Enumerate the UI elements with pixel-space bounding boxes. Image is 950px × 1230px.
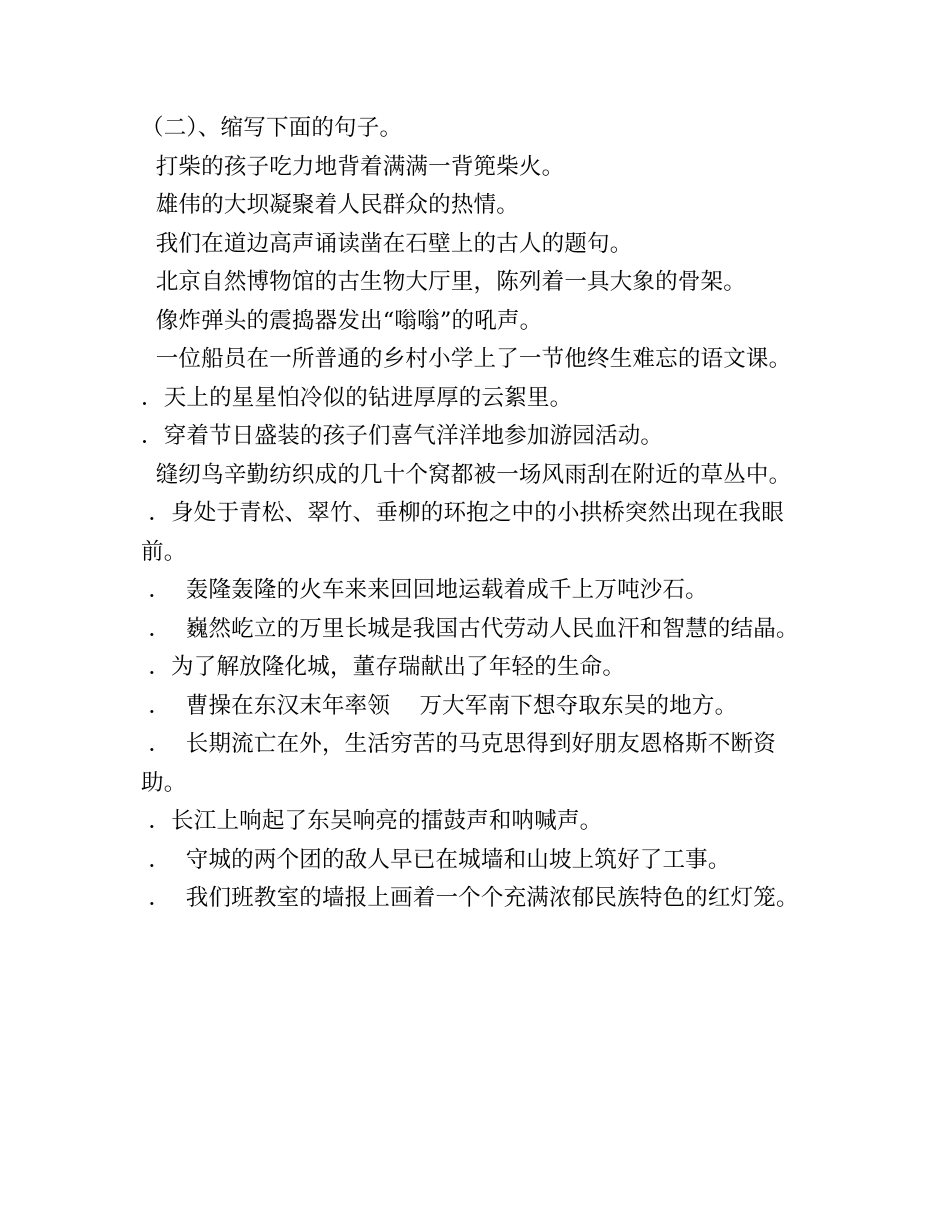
sentence-18: ． 我们班教室的墙报上画着一个个充满浓郁民族特色的红灯笼。 bbox=[141, 885, 799, 911]
sentence-14: ． 曹操在东汉末年率领 万大军南下想夺取东吴的地方。 bbox=[141, 692, 738, 719]
sentence-8: ．穿着节日盛装的孩子们喜气洋洋地参加游园活动。 bbox=[141, 423, 664, 449]
sentence-13: ．为了解放隆化城，董存瑞献出了年轻的生命。 bbox=[141, 654, 626, 680]
sentence-16: ．长江上响起了东吴响亮的擂鼓声和呐喊声。 bbox=[141, 808, 603, 834]
sentence-11: ． 轰隆轰隆的火车来来回回地运载着成千上万吨沙石。 bbox=[141, 577, 708, 603]
sentence-6: 一位船员在一所普通的乡村小学上了一节他终生难忘的语文课。 bbox=[141, 346, 792, 372]
exercise-content bbox=[141, 109, 816, 918]
sentence-7: ．天上的星星怕冷似的钻进厚厚的云絮里。 bbox=[141, 384, 573, 411]
sentence-4: 北京自然博物馆的古生物大厅里，陈列着一具大象的骨架。 bbox=[141, 269, 746, 295]
sentence-1: 打柴的孩子吃力地背着满满一背篼柴火。 bbox=[141, 153, 565, 180]
sentence-15: ． 长期流亡在外，生活穷苦的马克思得到好朋友恩格斯不断资助。 bbox=[141, 731, 776, 796]
sentence-17: ． 守城的两个团的敌人早已在城墙和山坡上筑好了工事。 bbox=[141, 846, 731, 873]
sentence-12: ． 巍然屹立的万里长城是我国古代劳动人民血汗和智慧的结晶。 bbox=[141, 615, 799, 642]
section-heading: （二）、缩写下面的句子。 bbox=[141, 115, 403, 141]
sentence-9: 缝纫鸟辛勤纺织成的几十个窝都被一场风雨刮在附近的草丛中。 bbox=[141, 461, 792, 488]
sentence-2: 雄伟的大坝凝聚着人民群众的热情。 bbox=[141, 192, 519, 218]
sentence-3: 我们在道边高声诵读凿在石壁上的古人的题句。 bbox=[141, 230, 633, 257]
sentence-5: 像炸弹头的震捣器发出“嗡嗡”的吼声。 bbox=[141, 307, 543, 334]
sentence-10: ．身处于青松、翠竹、垂柳的环抱之中的小拱桥突然出现在我眼前。 bbox=[141, 500, 784, 565]
